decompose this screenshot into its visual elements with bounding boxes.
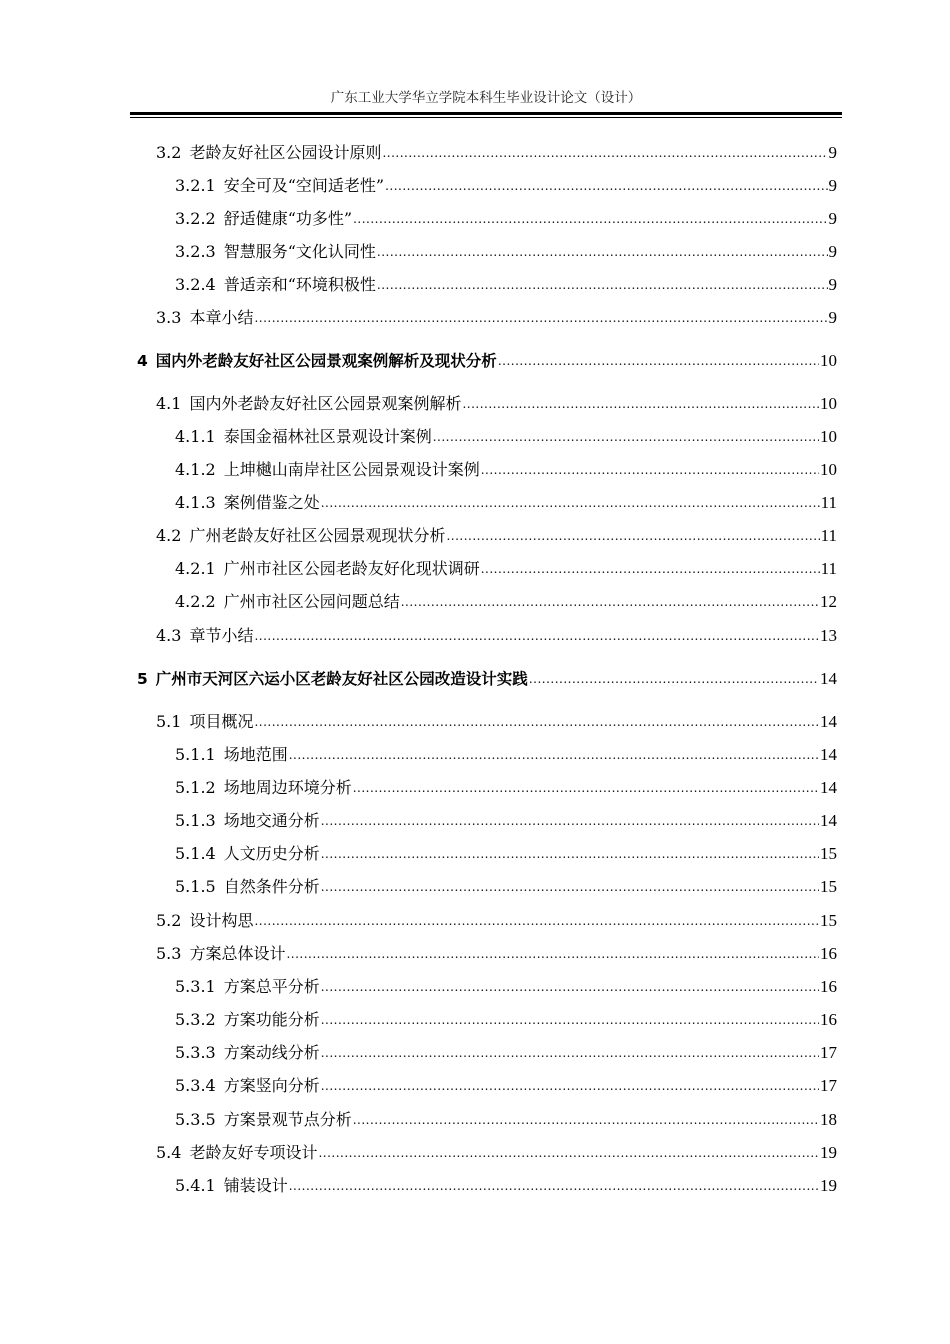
toc-entry-number: 3.2 (156, 143, 182, 162)
toc-dot-leader (321, 875, 819, 899)
toc-dot-leader (353, 1108, 819, 1132)
toc-entry[interactable] (175, 590, 837, 614)
toc-entry-title: 本章小结 (189, 308, 254, 327)
toc-entry-page: 15 (820, 877, 837, 896)
toc-entry[interactable] (175, 875, 837, 899)
toc-entry-title: 方案功能分析 (223, 1010, 320, 1029)
toc-dot-leader (433, 425, 819, 449)
toc-entry-page: 11 (820, 493, 837, 512)
toc-entry[interactable] (156, 141, 837, 165)
toc-dot-leader (318, 1141, 819, 1165)
toc-entry-page: 16 (820, 977, 837, 996)
header-rule-thin (130, 117, 842, 118)
toc-entry-page: 9 (828, 176, 837, 195)
toc-dot-leader (254, 909, 819, 933)
toc-dot-leader (401, 590, 819, 614)
toc-entry-page: 16 (820, 1010, 837, 1029)
toc-entry[interactable] (175, 1174, 837, 1198)
toc-entry-page: 11 (820, 559, 837, 578)
toc-dot-leader (321, 491, 820, 515)
toc-entry-page: 12 (820, 592, 837, 611)
toc-dot-leader (382, 141, 827, 165)
toc-entry-number: 5.1.1 (175, 745, 216, 764)
toc-entry-number: 3.2.4 (175, 275, 216, 294)
toc-entry-page: 19 (820, 1143, 837, 1162)
toc-entry[interactable] (175, 557, 837, 581)
toc-entry-number: 5.1.4 (175, 844, 216, 863)
toc-dot-leader (377, 273, 828, 297)
toc-entry-number: 5.3.5 (175, 1110, 216, 1129)
toc-dot-leader (254, 624, 819, 648)
toc-dot-leader (289, 1174, 819, 1198)
toc-entry[interactable] (175, 458, 837, 482)
toc-entry-title: 舒适健康“功多性” (223, 209, 353, 228)
toc-dot-leader (321, 809, 819, 833)
toc-entry-page: 10 (820, 394, 837, 413)
toc-entry-title: 老龄友好专项设计 (189, 1143, 318, 1162)
toc-entry[interactable] (156, 1141, 837, 1165)
header-rule-thick (130, 112, 842, 115)
toc-entry[interactable] (175, 1074, 837, 1098)
toc-entry-page: 14 (820, 811, 837, 830)
toc-entry-number: 3.3 (156, 308, 182, 327)
toc-dot-leader (321, 1041, 819, 1065)
toc-dot-leader (529, 667, 819, 691)
toc-entry[interactable] (175, 273, 837, 297)
toc-entry-page: 9 (828, 275, 837, 294)
toc-entry[interactable] (156, 942, 837, 966)
toc-entry[interactable] (175, 842, 837, 866)
toc-entry-page: 9 (828, 242, 837, 261)
toc-entry[interactable] (137, 667, 837, 691)
toc-entry-title: 场地范围 (223, 745, 288, 764)
toc-entry-title: 智慧服务“文化认同性 (223, 242, 376, 261)
toc-entry[interactable] (175, 975, 837, 999)
toc-entry-title: 场地周边环境分析 (223, 778, 352, 797)
toc-entry-number: 5.4.1 (175, 1176, 216, 1195)
toc-entry-title: 方案总体设计 (189, 944, 286, 963)
toc-entry-number: 5.3.1 (175, 977, 216, 996)
toc-dot-leader (353, 207, 827, 231)
toc-entry-title: 方案总平分析 (223, 977, 320, 996)
toc-entry-title: 国内外老龄友好社区公园景观案例解析及现状分析 (155, 352, 497, 370)
toc-entry-page: 14 (820, 745, 837, 764)
toc-entry-number: 5.1.3 (175, 811, 216, 830)
toc-entry-number: 5.3.2 (175, 1010, 216, 1029)
toc-entry[interactable] (175, 743, 837, 767)
toc-entry-number: 4 (137, 352, 148, 370)
toc-entry-number: 4.1.3 (175, 493, 216, 512)
toc-entry-title: 安全可及“空间适老性” (223, 176, 385, 195)
toc-dot-leader (353, 776, 819, 800)
toc-entry-number: 4.3 (156, 626, 182, 645)
toc-entry-page: 10 (820, 427, 837, 446)
toc-entry-title: 项目概况 (189, 712, 254, 731)
toc-entry[interactable] (156, 624, 837, 648)
toc-dot-leader (254, 306, 827, 330)
page-header-title: 广东工业大学华立学院本科生毕业设计论文（设计） (330, 90, 642, 106)
toc-entry-title: 普适亲和“环境积极性 (223, 275, 376, 294)
toc-entry-title: 泰国金福林社区景观设计案例 (223, 427, 432, 446)
toc-entry-title: 国内外老龄友好社区公园景观案例解析 (189, 394, 462, 413)
toc-dot-leader (377, 240, 828, 264)
toc-entry[interactable] (175, 809, 837, 833)
toc-dot-leader (481, 557, 820, 581)
toc-entry-page: 14 (820, 778, 837, 797)
toc-entry-page: 14 (820, 669, 837, 688)
toc-entry[interactable] (175, 1108, 837, 1132)
toc-entry-title: 人文历史分析 (223, 844, 320, 863)
toc-entry-title: 老龄友好社区公园设计原则 (189, 143, 382, 162)
toc-dot-leader (289, 743, 819, 767)
toc-entry-title: 广州市社区公园问题总结 (223, 592, 400, 611)
toc-entry-number: 5.2 (156, 911, 182, 930)
toc-entry-number: 4.1 (156, 394, 182, 413)
toc-dot-leader (321, 1074, 819, 1098)
toc-entry-page: 10 (820, 351, 837, 370)
toc-dot-leader (321, 975, 819, 999)
toc-entry-page: 14 (820, 712, 837, 731)
toc-dot-leader (462, 392, 819, 416)
toc-entry-page: 9 (828, 143, 837, 162)
toc-entry[interactable] (175, 1041, 837, 1065)
toc-dot-leader (446, 524, 819, 548)
toc-dot-leader (385, 174, 827, 198)
toc-entry-page: 19 (820, 1176, 837, 1195)
toc-dot-leader (498, 349, 819, 373)
toc-entry-number: 5.3 (156, 944, 182, 963)
toc-entry[interactable] (156, 909, 837, 933)
toc-entry-number: 5.4 (156, 1143, 182, 1162)
toc-entry-page: 17 (820, 1076, 837, 1095)
toc-entry-page: 16 (820, 944, 837, 963)
toc-dot-leader (481, 458, 819, 482)
toc-entry-title: 场地交通分析 (223, 811, 320, 830)
toc-entry[interactable] (175, 1008, 837, 1032)
toc-entry-title: 设计构思 (189, 911, 254, 930)
toc-entry[interactable] (137, 349, 837, 373)
toc-entry-page: 15 (820, 844, 837, 863)
toc-entry-page: 9 (828, 209, 837, 228)
toc-entry-title: 案例借鉴之处 (223, 493, 320, 512)
toc-entry-page: 17 (820, 1043, 837, 1062)
toc-entry-number: 5.1.2 (175, 778, 216, 797)
toc-entry-number: 4.2 (156, 526, 182, 545)
toc-entry-number: 3.2.2 (175, 209, 216, 228)
toc-entry-page: 9 (828, 308, 837, 327)
toc-entry[interactable] (156, 392, 837, 416)
toc-dot-leader (321, 1008, 819, 1032)
toc-entry-title: 广州市天河区六运小区老龄友好社区公园改造设计实践 (155, 670, 528, 688)
toc-entry-number: 4.1.2 (175, 460, 216, 479)
toc-entry-page: 15 (820, 911, 837, 930)
toc-entry-page: 18 (820, 1110, 837, 1129)
toc-entry-title: 广州市社区公园老龄友好化现状调研 (223, 559, 480, 578)
toc-entry-number: 5.1.5 (175, 877, 216, 896)
toc-entry-number: 4.2.1 (175, 559, 216, 578)
toc-entry[interactable] (175, 174, 837, 198)
toc-entry-number: 5.1 (156, 712, 182, 731)
toc-entry-title: 方案动线分析 (223, 1043, 320, 1062)
toc-entry[interactable] (175, 776, 837, 800)
toc-dot-leader (321, 842, 819, 866)
toc-entry-number: 4.2.2 (175, 592, 216, 611)
toc-entry[interactable] (175, 425, 837, 449)
toc-entry[interactable] (156, 306, 837, 330)
toc-dot-leader (286, 942, 819, 966)
toc-entry-number: 5 (137, 670, 148, 688)
toc-entry-page: 13 (820, 626, 837, 645)
toc-dot-leader (254, 710, 819, 734)
toc-entry-title: 上坤樾山南岸社区公园景观设计案例 (223, 460, 480, 479)
toc-entry[interactable] (175, 491, 837, 515)
toc-entry[interactable] (156, 524, 837, 548)
toc-entry-title: 章节小结 (189, 626, 254, 645)
toc-entry-title: 方案景观节点分析 (223, 1110, 352, 1129)
toc-entry-title: 方案竖向分析 (223, 1076, 320, 1095)
toc-entry-number: 4.1.1 (175, 427, 216, 446)
toc-entry-page: 10 (820, 460, 837, 479)
toc-entry-number: 5.3.4 (175, 1076, 216, 1095)
toc-entry[interactable] (175, 240, 837, 264)
toc-entry-title: 广州老龄友好社区公园景观现状分析 (189, 526, 446, 545)
toc-entry-title: 自然条件分析 (223, 877, 320, 896)
toc-entry-number: 3.2.3 (175, 242, 216, 261)
toc-entry-page: 11 (820, 526, 837, 545)
toc-entry-title: 铺装设计 (223, 1176, 288, 1195)
toc-entry[interactable] (175, 207, 837, 231)
toc-entry-number: 5.3.3 (175, 1043, 216, 1062)
toc-entry[interactable] (156, 710, 837, 734)
toc-entry-number: 3.2.1 (175, 176, 216, 195)
